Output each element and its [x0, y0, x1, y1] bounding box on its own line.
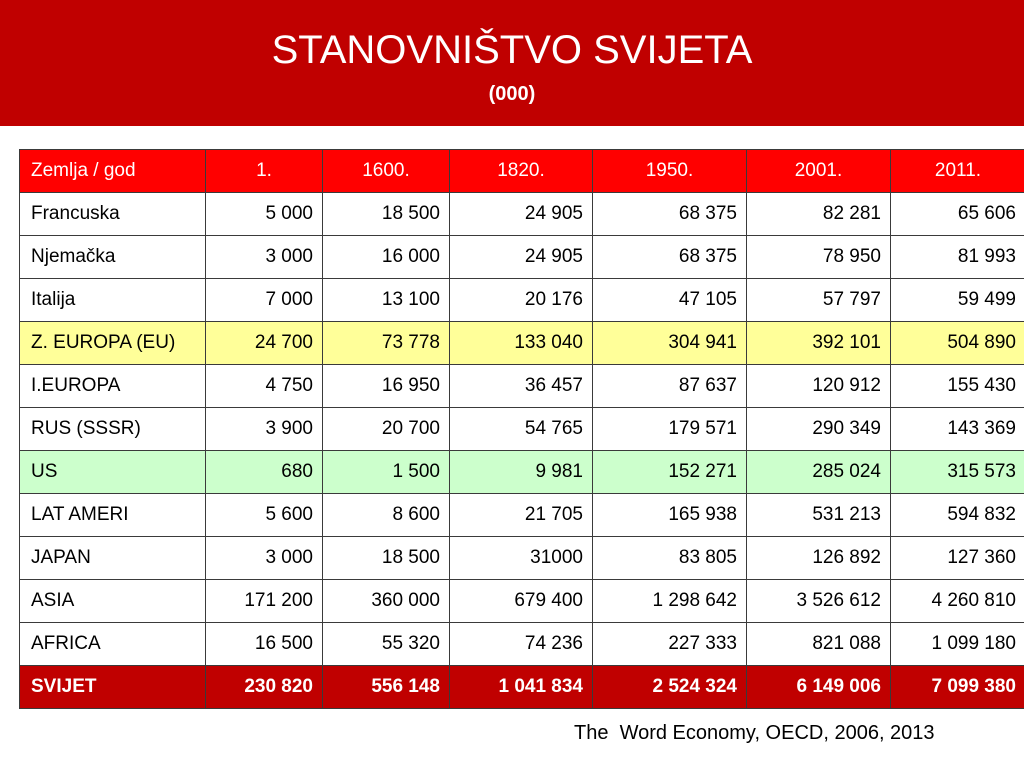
- value-cell: 392 101: [747, 322, 891, 365]
- value-cell: 1 298 642: [593, 580, 747, 623]
- value-cell: 16 950: [323, 365, 450, 408]
- table-row: [20, 623, 1024, 666]
- value-cell: 13 100: [323, 279, 450, 322]
- value-cell: 3 526 612: [747, 580, 891, 623]
- value-cell: 5 000: [206, 193, 323, 236]
- value-cell: 65 606: [891, 193, 1024, 236]
- value-cell: 127 360: [891, 537, 1024, 580]
- value-cell: 36 457: [450, 365, 593, 408]
- value-cell: 16 000: [323, 236, 450, 279]
- country-cell: Z. EUROPA (EU): [20, 322, 206, 365]
- value-cell: 24 905: [450, 193, 593, 236]
- slide-subtitle: (000): [488, 83, 536, 105]
- value-cell: 304 941: [593, 322, 747, 365]
- value-cell: 152 271: [593, 451, 747, 494]
- table-row: [20, 494, 1024, 537]
- value-cell: 78 950: [747, 236, 891, 279]
- country-cell: RUS (SSSR): [20, 408, 206, 451]
- table-body: [20, 150, 1024, 709]
- value-cell: 165 938: [593, 494, 747, 537]
- value-cell: 680: [206, 451, 323, 494]
- value-cell: 3 000: [206, 537, 323, 580]
- table-header-row: [20, 150, 1024, 193]
- value-cell: 68 375: [593, 193, 747, 236]
- value-cell: 285 024: [747, 451, 891, 494]
- value-cell: 133 040: [450, 322, 593, 365]
- value-cell: 57 797: [747, 279, 891, 322]
- table-row: [20, 193, 1024, 236]
- total-value-cell: 1 041 834: [450, 666, 593, 709]
- value-cell: 594 832: [891, 494, 1024, 537]
- value-cell: 73 778: [323, 322, 450, 365]
- table-row: [20, 322, 1024, 365]
- value-cell: 24 905: [450, 236, 593, 279]
- value-cell: 1 500: [323, 451, 450, 494]
- country-cell: US: [20, 451, 206, 494]
- table-row: [20, 580, 1024, 623]
- value-cell: 82 281: [747, 193, 891, 236]
- value-cell: 8 600: [323, 494, 450, 537]
- value-cell: 531 213: [747, 494, 891, 537]
- value-cell: 5 600: [206, 494, 323, 537]
- value-cell: 83 805: [593, 537, 747, 580]
- value-cell: 290 349: [747, 408, 891, 451]
- header-cell: 1600.: [323, 150, 450, 193]
- country-cell: I.EUROPA: [20, 365, 206, 408]
- country-cell: Njemačka: [20, 236, 206, 279]
- table-row: [20, 408, 1024, 451]
- value-cell: 120 912: [747, 365, 891, 408]
- country-cell: Italija: [20, 279, 206, 322]
- value-cell: 155 430: [891, 365, 1024, 408]
- value-cell: 3 000: [206, 236, 323, 279]
- value-cell: 18 500: [323, 193, 450, 236]
- table-row: [20, 451, 1024, 494]
- country-cell: Francuska: [20, 193, 206, 236]
- value-cell: 821 088: [747, 623, 891, 666]
- value-cell: 55 320: [323, 623, 450, 666]
- total-value-cell: 2 524 324: [593, 666, 747, 709]
- country-cell: AFRICA: [20, 623, 206, 666]
- value-cell: 47 105: [593, 279, 747, 322]
- value-cell: 1 099 180: [891, 623, 1024, 666]
- total-value-cell: 6 149 006: [747, 666, 891, 709]
- value-cell: 315 573: [891, 451, 1024, 494]
- total-row: [20, 666, 1024, 709]
- population-table: [19, 149, 1024, 709]
- value-cell: 31000: [450, 537, 593, 580]
- header-cell: Zemlja / god: [20, 150, 206, 193]
- value-cell: 81 993: [891, 236, 1024, 279]
- table-row: [20, 537, 1024, 580]
- total-value-cell: 7 099 380: [891, 666, 1024, 709]
- country-cell: JAPAN: [20, 537, 206, 580]
- header-cell: 1950.: [593, 150, 747, 193]
- value-cell: 7 000: [206, 279, 323, 322]
- slide-title: STANOVNIŠTVO SVIJETA: [271, 28, 753, 72]
- table-row: [20, 236, 1024, 279]
- value-cell: 87 637: [593, 365, 747, 408]
- value-cell: 18 500: [323, 537, 450, 580]
- value-cell: 4 260 810: [891, 580, 1024, 623]
- value-cell: 179 571: [593, 408, 747, 451]
- value-cell: 360 000: [323, 580, 450, 623]
- value-cell: 21 705: [450, 494, 593, 537]
- value-cell: 68 375: [593, 236, 747, 279]
- value-cell: 20 176: [450, 279, 593, 322]
- table-row: [20, 365, 1024, 408]
- header-cell: 1.: [206, 150, 323, 193]
- value-cell: 126 892: [747, 537, 891, 580]
- value-cell: 16 500: [206, 623, 323, 666]
- value-cell: 227 333: [593, 623, 747, 666]
- value-cell: 679 400: [450, 580, 593, 623]
- value-cell: 59 499: [891, 279, 1024, 322]
- value-cell: 9 981: [450, 451, 593, 494]
- total-value-cell: 556 148: [323, 666, 450, 709]
- value-cell: 143 369: [891, 408, 1024, 451]
- value-cell: 24 700: [206, 322, 323, 365]
- total-label-cell: SVIJET: [20, 666, 206, 709]
- value-cell: 4 750: [206, 365, 323, 408]
- value-cell: 504 890: [891, 322, 1024, 365]
- value-cell: 3 900: [206, 408, 323, 451]
- value-cell: 20 700: [323, 408, 450, 451]
- value-cell: 171 200: [206, 580, 323, 623]
- header-cell: 2011.: [891, 150, 1024, 193]
- header-cell: 2001.: [747, 150, 891, 193]
- country-cell: LAT AMERI: [20, 494, 206, 537]
- value-cell: 54 765: [450, 408, 593, 451]
- source-citation: The Word Economy, OECD, 2006, 2013: [574, 722, 935, 744]
- slide-header: [0, 0, 1024, 126]
- value-cell: 74 236: [450, 623, 593, 666]
- table-row: [20, 279, 1024, 322]
- header-cell: 1820.: [450, 150, 593, 193]
- country-cell: ASIA: [20, 580, 206, 623]
- total-value-cell: 230 820: [206, 666, 323, 709]
